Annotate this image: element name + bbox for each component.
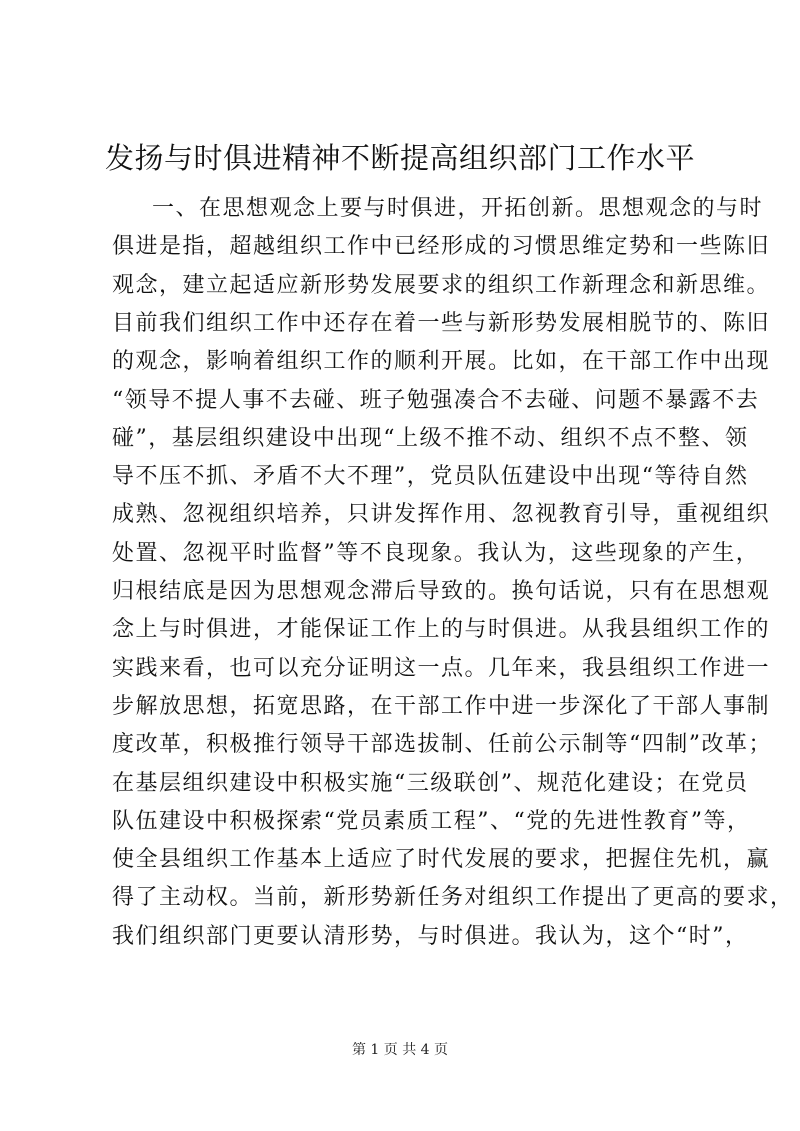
body-text-line: 念上与时俱进，才能保证工作上的与时俱进。从我县组织工作的 [112, 617, 771, 643]
page-footer: 第 1 页 共 4 页 [351, 1042, 449, 1058]
body-text-line: 实践来看，也可以充分证明这一点。几年来，我县组织工作进一 [112, 655, 771, 681]
body-text-line: 步解放思想，拓宽思路，在干部工作中进一步深化了干部人事制 [112, 693, 771, 719]
body-text-line: “领导不提人事不去碰、班子勉强凑合不去碰、问题不暴露不去 [112, 387, 760, 413]
body-text-line: 归根结底是因为思想观念滞后导致的。换句话说，只有在思想观 [112, 579, 771, 604]
body-text-line: 成熟、忽视组织培养，只讲发挥作用、忽视教育引导，重视组织 [112, 502, 771, 528]
body-text-line: 的观念，影响着组织工作的顺利开展。比如，在干部工作中出现 [112, 349, 771, 375]
body-text-line: 观念，建立起适应新形势发展要求的组织工作新理念和新思维。 [112, 272, 771, 298]
body-text-line: 我们组织部门更要认清形势，与时俱进。我认为，这个“时”， [112, 923, 749, 949]
body-text-line: 队伍建设中积极探索“党员素质工程”、“党的先进性教育”等， [112, 808, 751, 834]
body-text-line: 在基层组织建设中积极实施“三级联创”、规范化建设；在党员 [112, 770, 749, 796]
body-text-line: 导不压不抓、矛盾不大不理”，党员队伍建设中出现“等待自然 [112, 464, 749, 490]
body-text-line: 碰”，基层组织建设中出现“上级不推不动、组织不点不整、领 [112, 425, 749, 451]
body-text-line: 俱进是指，超越组织工作中已经形成的习惯思维定势和一些陈旧 [112, 234, 771, 260]
body-text-line: 得了主动权。当前，新形势新任务对组织工作提出了更高的要求， [112, 885, 794, 911]
body-text-line: 度改革，积极推行领导干部选拔制、任前公示制等“四制”改革； [112, 732, 772, 758]
document-title: 发扬与时俱进精神不断提高组织部门工作水平 [104, 141, 695, 175]
body-text-line: 使全县组织工作基本上适应了时代发展的要求，把握住先机，赢 [112, 847, 771, 873]
body-text-line: 目前我们组织工作中还存在着一些与新形势发展相脱节的、陈旧 [112, 310, 771, 336]
body-text-line: 处置、忽视平时监督”等不良现象。我认为，这些现象的产生， [112, 540, 760, 566]
body-text-line: 一、在思想观念上要与时俱进，开拓创新。思想观念的与时 [152, 196, 764, 221]
